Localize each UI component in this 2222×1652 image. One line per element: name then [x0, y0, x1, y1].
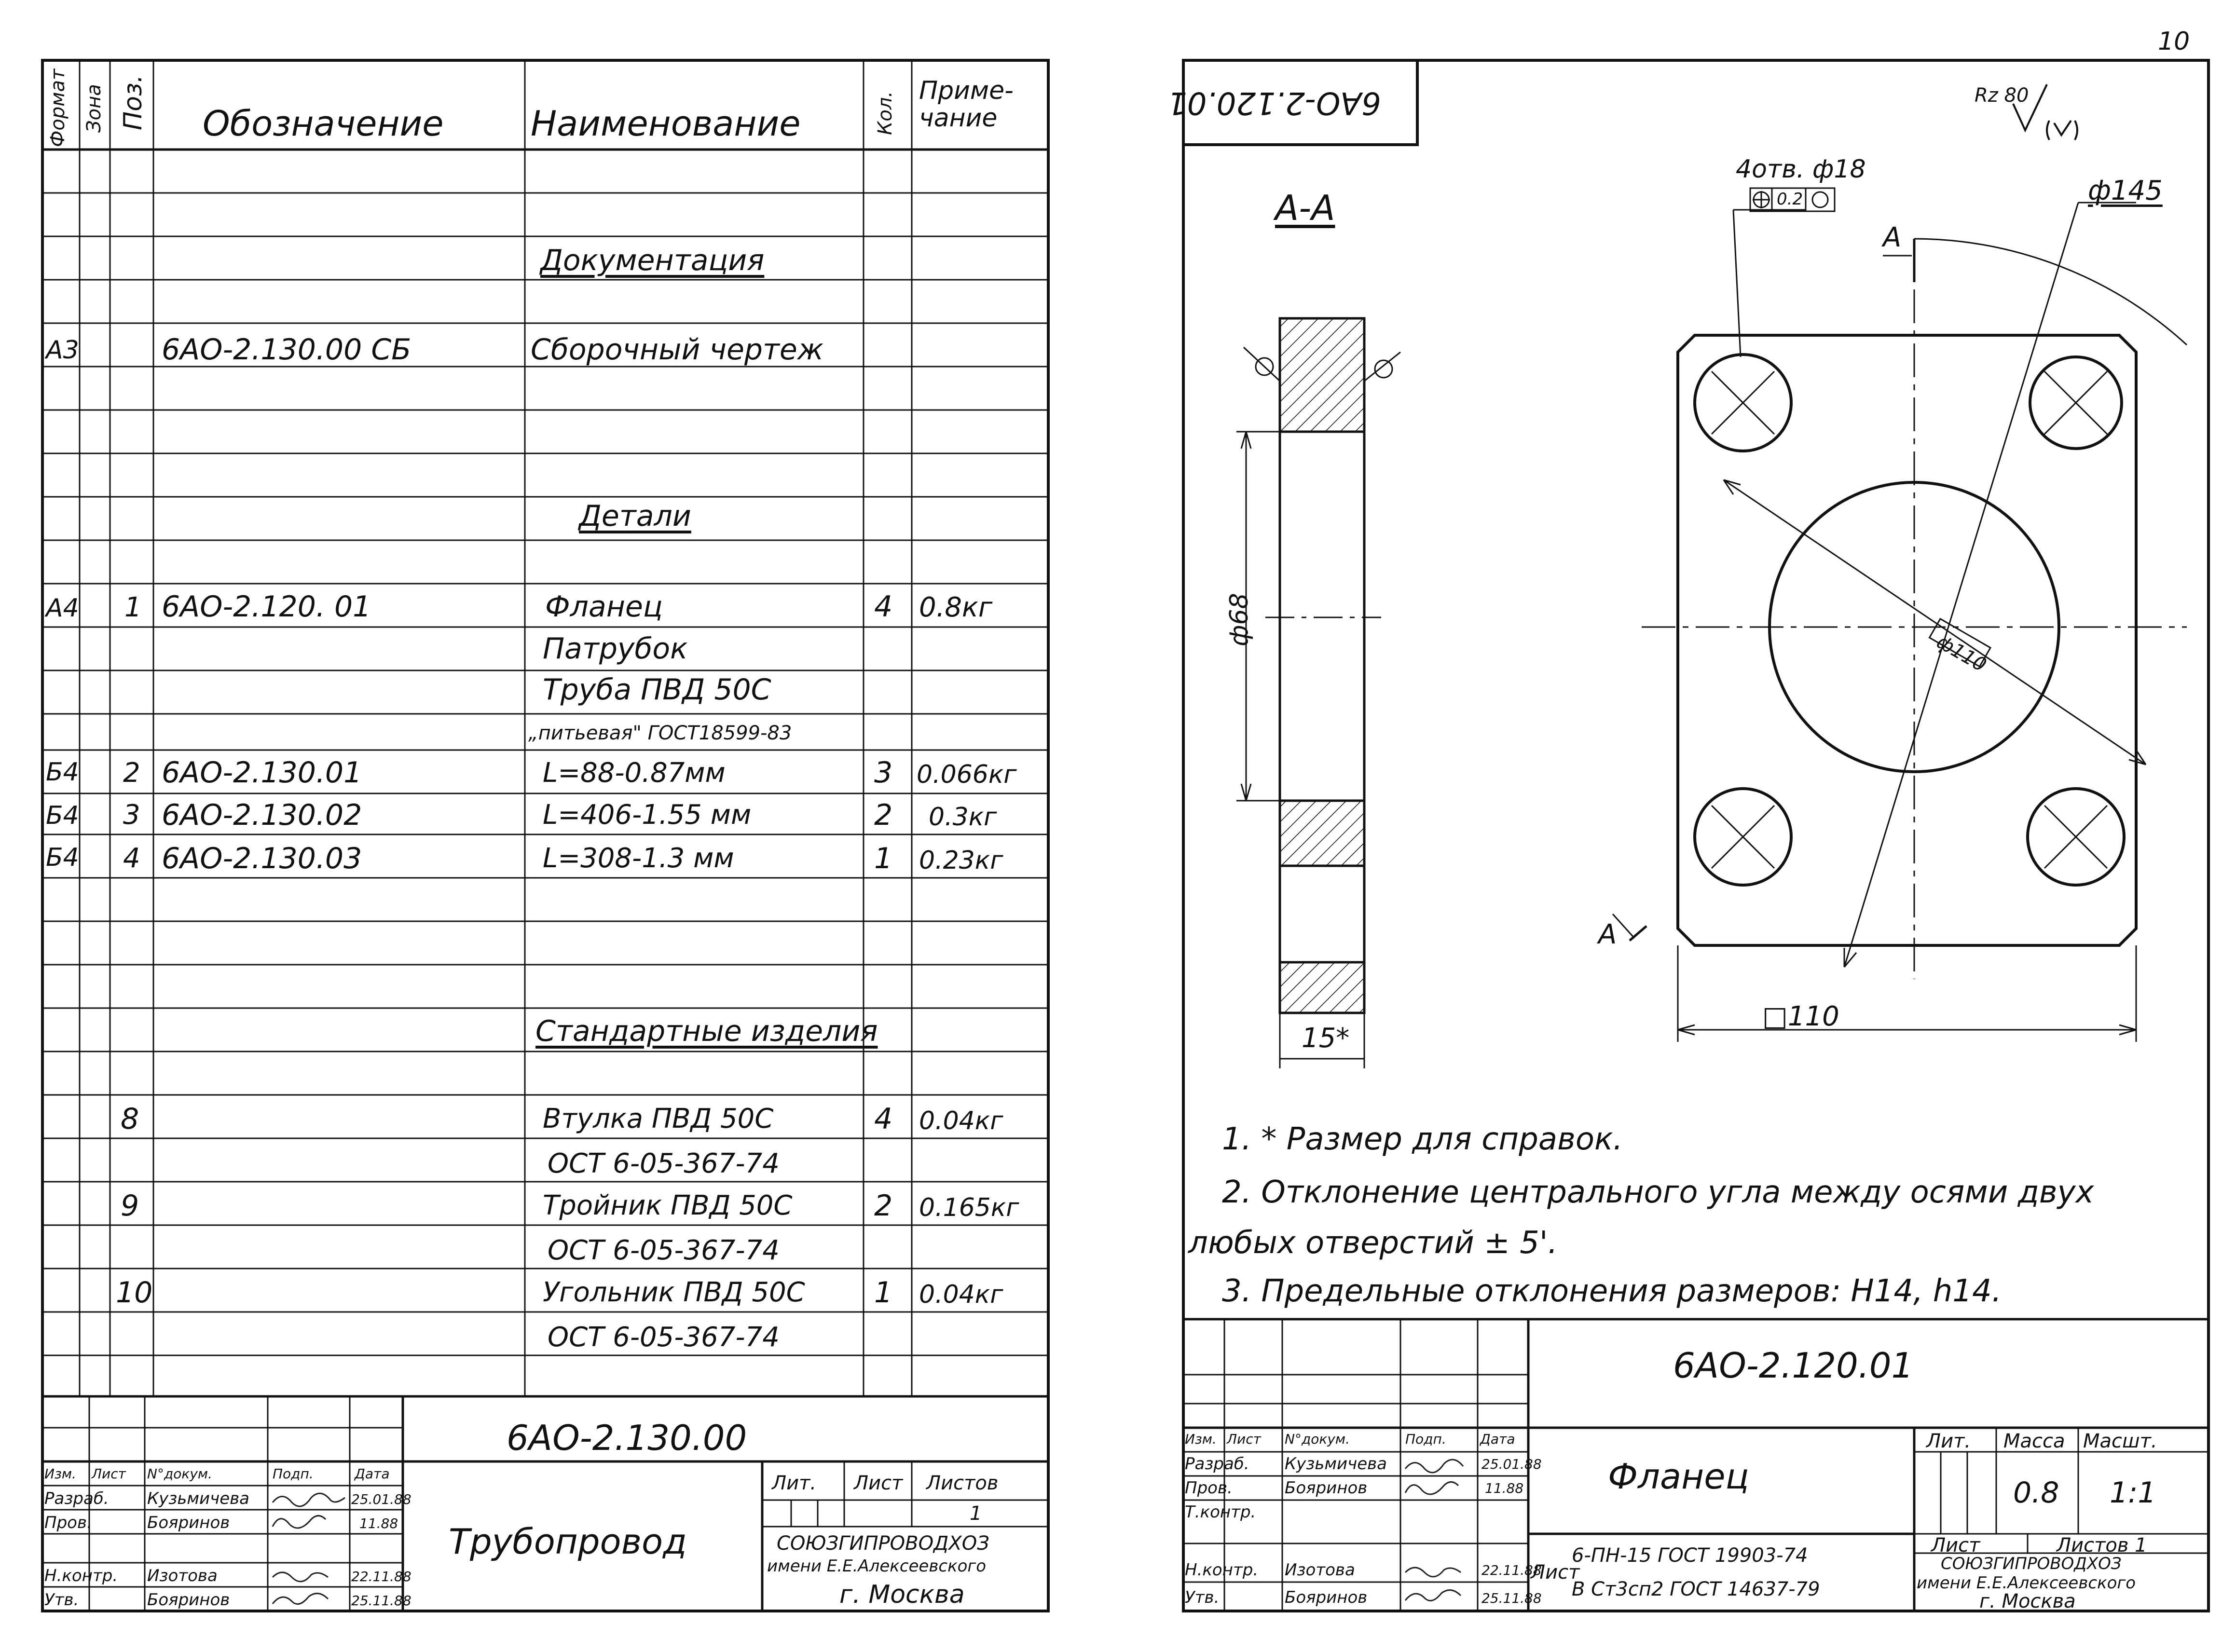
- note-2-cont: любых отверстий ± 5'.: [1188, 1225, 1558, 1261]
- dim-thickness: 15*: [1302, 1023, 1350, 1054]
- scale-label: Масшт.: [2083, 1430, 2157, 1452]
- header-name: Наименование: [531, 103, 801, 144]
- page-number: 10: [2158, 27, 2190, 56]
- row-note: 0.165кг: [919, 1193, 1019, 1222]
- row-pos: 8: [121, 1102, 139, 1136]
- header-pos: Поз.: [119, 74, 148, 130]
- lit-label: Лит.: [1926, 1430, 1971, 1452]
- row-note: 0.04кг: [919, 1280, 1003, 1309]
- role: Утв.: [1185, 1588, 1220, 1607]
- cut-mark-top: А: [1883, 222, 1902, 253]
- row-format: Б4: [46, 801, 79, 830]
- row-pos: 3: [123, 799, 140, 831]
- dim-d145: ф145: [2088, 175, 2163, 206]
- header-format: Формат: [47, 68, 69, 147]
- row-note: 0.23кг: [919, 846, 1003, 875]
- row-name: L=88-0.87мм: [543, 757, 726, 789]
- sheet-label: Лист: [854, 1472, 903, 1494]
- person: Изотова: [147, 1566, 218, 1585]
- signatures-right: [1111, 0, 2222, 1652]
- note-2: 2. Отклонение центрального угла между осями двух: [1222, 1174, 2094, 1210]
- section-details: Детали: [579, 499, 691, 533]
- person: Бояринов: [147, 1513, 230, 1532]
- person: Кузьмичева: [1285, 1454, 1387, 1474]
- col-data: Дата: [355, 1466, 390, 1482]
- role: Пров.: [44, 1513, 92, 1532]
- doc-code: 6АО-2.130.00: [507, 1418, 747, 1458]
- title: Трубопровод: [449, 1521, 687, 1562]
- row-pos: 2: [123, 757, 140, 789]
- row-designation: 6АО-2.130.02: [162, 798, 362, 832]
- sheets-value: 1: [970, 1502, 982, 1525]
- date: 25.01.88: [1481, 1456, 1542, 1472]
- row-name: Тройник ПВД 50С: [543, 1190, 793, 1221]
- row-name: Труба ПВД 50С: [543, 673, 771, 707]
- role: Т.контр.: [1185, 1502, 1256, 1522]
- row-designation: 6АО-2.130.03: [162, 842, 362, 875]
- person: Бояринов: [1285, 1478, 1368, 1498]
- date: 25.01.88: [351, 1491, 411, 1507]
- material-line2: В Ст3сп2 ГОСТ 14637-79: [1572, 1578, 1820, 1600]
- col-izm: Изм.: [1185, 1431, 1217, 1447]
- row-format: А3: [46, 336, 79, 365]
- row-name: Угольник ПВД 50С: [543, 1277, 805, 1308]
- row-name: Фланец: [545, 590, 663, 624]
- dim-d110: ф110: [1933, 630, 1990, 677]
- row-name: ОСТ 6-05-367-74: [548, 1322, 780, 1353]
- row-designation: 6АО-2.120. 01: [162, 590, 371, 624]
- section-label: А-А: [1275, 188, 1335, 228]
- part-drawing-sheet: [1111, 0, 2222, 1652]
- row-designation: 6АО-2.130.01: [162, 756, 362, 790]
- holes-label: 4отв. ф18: [1736, 155, 1866, 184]
- row-format: Б4: [46, 758, 79, 787]
- note-1: 1. * Размер для справок.: [1222, 1121, 1623, 1157]
- col-data: Дата: [1480, 1431, 1515, 1447]
- role: Пров.: [1185, 1478, 1233, 1498]
- person: Изотова: [1285, 1560, 1355, 1580]
- material-prefix: Лист: [1531, 1561, 1580, 1584]
- section-standard-items: Стандартные изделия: [535, 1014, 878, 1048]
- row-name: Втулка ПВД 50С: [543, 1103, 774, 1134]
- row-pos: 9: [121, 1189, 139, 1223]
- row-designation: 6АО-2.130.00 СБ: [162, 333, 411, 367]
- date: 11.88: [359, 1515, 398, 1531]
- date: 22.11.88: [351, 1569, 411, 1584]
- person: Бояринов: [1285, 1588, 1368, 1607]
- row-name: ОСТ 6-05-367-74: [548, 1235, 780, 1266]
- row-note: 0.3кг: [929, 803, 997, 832]
- section-documentation: Документация: [540, 244, 765, 277]
- row-name: L=308-1.3 мм: [543, 843, 734, 874]
- date: 25.11.88: [1481, 1590, 1542, 1606]
- row-qty: 2: [874, 1189, 893, 1223]
- header-note: Приме-чание: [919, 76, 1014, 133]
- row-name: L=406-1.55 мм: [543, 799, 752, 831]
- date: 22.11.88: [1481, 1562, 1542, 1578]
- row-qty: 2: [874, 798, 893, 832]
- date: 11.88: [1485, 1480, 1524, 1496]
- role: Н.контр.: [1185, 1560, 1259, 1580]
- org-line1: СОЮЗГИПРОВОДХОЗ: [777, 1532, 989, 1555]
- dim-d68: ф68: [1225, 593, 1254, 646]
- org-line3: г. Москва: [839, 1580, 965, 1609]
- doc-code: 6АО-2.120.01: [1673, 1345, 1914, 1386]
- person: Кузьмичева: [147, 1489, 250, 1508]
- org-line2: имени Е.Е.Алексеевского: [767, 1556, 987, 1576]
- mass-value: 0.8: [2013, 1476, 2059, 1510]
- cut-mark-bottom: А: [1598, 919, 1617, 950]
- sheet-label: Лист: [1931, 1534, 1980, 1556]
- org-line3: г. Москва: [1979, 1590, 2076, 1612]
- mass-label: Масса: [2003, 1430, 2065, 1452]
- row-name: Патрубок: [543, 632, 688, 666]
- row-qty: 1: [874, 1276, 893, 1310]
- row-note: 0.04кг: [919, 1106, 1003, 1135]
- role: Утв.: [44, 1590, 79, 1610]
- org-line1: СОЮЗГИПРОВОДХОЗ: [1941, 1554, 2122, 1573]
- row-name: ОСТ 6-05-367-74: [548, 1148, 780, 1179]
- col-izm: Изм.: [44, 1466, 76, 1482]
- material-line1: 6-ПН-15 ГОСТ 19903-74: [1572, 1544, 1808, 1567]
- row-note: 0.8кг: [919, 592, 993, 623]
- row-qty: 1: [874, 842, 893, 875]
- role: Разраб.: [44, 1489, 109, 1508]
- row-name: Сборочный чертеж: [531, 333, 823, 367]
- role: Разраб.: [1185, 1454, 1249, 1474]
- row-pos: 4: [123, 843, 140, 874]
- row-format: Б4: [46, 843, 79, 872]
- position-tolerance: 0.2: [1777, 190, 1803, 209]
- sheets-label: Листов: [926, 1472, 999, 1494]
- title: Фланец: [1608, 1456, 1749, 1497]
- row-pos: 1: [124, 592, 142, 623]
- row-format: А4: [46, 594, 79, 623]
- sheets-label: Листов 1: [2057, 1534, 2147, 1556]
- role: Н.контр.: [44, 1566, 118, 1585]
- row-qty: 3: [874, 756, 893, 790]
- row-qty: 4: [874, 1102, 893, 1136]
- col-list: Лист: [92, 1466, 126, 1482]
- org-line2: имени Е.Е.Алексеевского: [1917, 1573, 2136, 1593]
- lit-label: Лит.: [772, 1472, 817, 1494]
- header-qty: Кол.: [874, 91, 896, 135]
- col-podp: Подп.: [273, 1466, 314, 1482]
- scale-value: 1:1: [2110, 1476, 2156, 1510]
- header-zone: Зона: [83, 84, 105, 133]
- col-ndoc: N°докум.: [1285, 1431, 1350, 1447]
- header-designation: Обозначение: [203, 103, 444, 144]
- col-podp: Подп.: [1405, 1431, 1446, 1447]
- col-list: Лист: [1227, 1431, 1261, 1447]
- roughness-label: Rz 80: [1975, 84, 2029, 107]
- col-ndoc: N°докум.: [147, 1466, 212, 1482]
- date: 25.11.88: [351, 1593, 411, 1609]
- row-name: „питьевая" ГОСТ18599-83: [528, 722, 792, 744]
- row-qty: 4: [874, 590, 893, 624]
- dim-side: □110: [1762, 1001, 1839, 1032]
- note-3: 3. Предельные отклонения размеров: H14, h14.: [1222, 1273, 2002, 1309]
- person: Бояринов: [147, 1590, 230, 1610]
- top-stamp: 6АО-2.120.01: [1167, 85, 1381, 121]
- row-pos: 10: [116, 1276, 153, 1310]
- row-note: 0.066кг: [917, 760, 1017, 789]
